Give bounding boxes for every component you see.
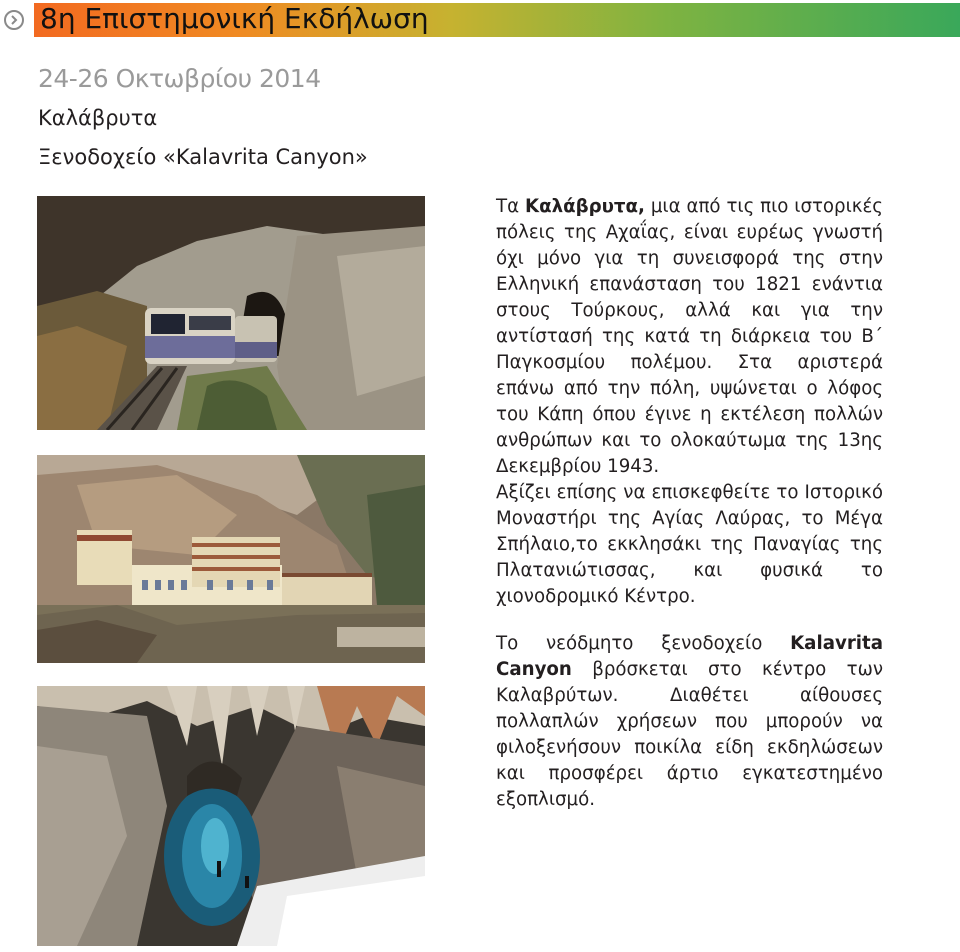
hotel-paragraph: Το νεόδμητο ξενοδοχείο Kalavrita Canyon βρόσκεται στο κέντρο των Καλαβρύτων. Διαθέτει αίθουσες πολλαπλών χρήσεων που μπορούν να φιλοξενήσουν ποικίλα είδη εκδηλώσεων και προσφέρει άρτιο εγκατεστημένο εξοπλισμό. (496, 633, 883, 810)
intro-paragraph: Τα Καλάβρυτα, μια από τις πιο ιστορικές πόλεις της Αχαΐας, είναι ευρέως γνωστή όχι μόνο για τη συνεισφορά της στην Ελληνική επανάσταση του 1821 ενάντια στους Τούρκους, αλλά και για την αντίστασή της κατά τη διάρκεια του Β΄ Παγκοσμίου πολέμου. Στα αριστερά επάνω από την πόλη, υψώνεται ο λόφος του Κάπη όπου έγινε η εκτέλεση πολλών ανθρώπων και το ολοκαύτωμα της 13ης Δεκεμβρίου 1943. (496, 196, 883, 477)
event-city: Καλάβρυτα (38, 106, 158, 130)
bold-town-name: Καλάβρυτα, (525, 196, 645, 217)
event-date: 24-26 Οκτωβρίου 2014 (38, 64, 321, 93)
cave-lake-photo (37, 686, 425, 946)
page-title: 8η Επιστημονική Εκδήλωση (40, 2, 429, 35)
event-venue: Ξενοδοχείο «Kalavrita Canyon» (38, 145, 368, 169)
attractions-paragraph: Αξίζει επίσης να επισκεφθείτε το Ιστορικό Μοναστήρι της Αγίας Λαύρας, το Μέγα Σπήλαιο,το εκκλησάκι της Παναγίας της Πλατανιώτισσας, και φυσικά το χιονοδρομικό Κέντρο. (496, 482, 883, 607)
monastery-photo (37, 455, 425, 663)
train-tunnel-photo (37, 196, 425, 430)
chevron-right-circle-icon[interactable] (4, 10, 24, 30)
bold-hotel-name: Kalavrita Canyon (496, 633, 883, 680)
